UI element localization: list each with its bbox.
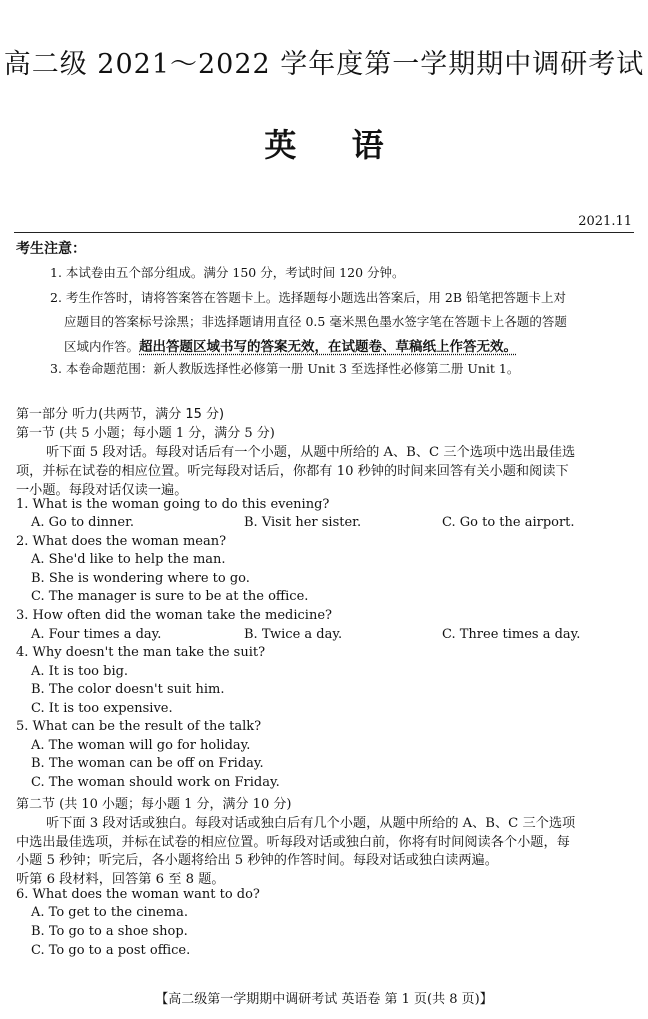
option-b: B. Twice a day. — [244, 627, 343, 642]
option-a: A. It is too big. — [31, 664, 129, 679]
question-stem: 6. What does the woman want to do? — [16, 887, 260, 902]
option-a: A. Four times a day. — [31, 627, 162, 642]
notice-item: 1. 本试卷由五个部分组成。满分 150 分，考试时间 120 分钟。 — [50, 265, 405, 280]
option-c: C. To go to a post office. — [31, 943, 191, 958]
material-label: 听第 6 段材料，回答第 6 至 8 题。 — [16, 872, 225, 887]
section2-instruction: 小题 5 秒钟；听完后，各小题将给出 5 秒钟的作答时间。每段对话或独白读两遍。 — [16, 853, 498, 868]
exam-date: 2021.11 — [578, 214, 632, 229]
exam-title: 高二级 2021～2022 学年度第一学期期中调研考试 — [3, 49, 645, 80]
option-b: B. She is wondering where to go. — [31, 571, 250, 586]
header-divider — [14, 232, 634, 233]
section1-instruction: 项，并标在试卷的相应位置。听完每段对话后，你都有 10 秒钟的时间来回答有关小题和阅读下 — [16, 464, 569, 479]
section2-instruction: 中选出最佳选项，并标在试卷的相应位置。听每段对话或独白前，你将有时间阅读各个小题，每 — [16, 835, 570, 850]
option-a: A. Go to dinner. — [31, 515, 135, 530]
question-stem: 1. What is the woman going to do this evening? — [16, 497, 330, 512]
notice-item: 应题目的答案标号涂黑；非选择题请用直径 0.5 毫米黑色墨水签字笔在答题卡上各题的答题 — [64, 314, 567, 329]
notice-item-line — [64, 335, 517, 355]
notice-item: 3. 本卷命题范围：新人教版选择性必修第一册 Unit 3 至选择性必修第二册 Unit 1。 — [50, 361, 520, 376]
section2-heading: 第二节 (共 10 小题；每小题 1 分，满分 10 分) — [16, 797, 292, 812]
notice-emphasis: 超出答题区域书写的答案无效，在试题卷、草稿纸上作答无效。 — [139, 339, 518, 355]
subject-title: 英 语 — [264, 126, 406, 164]
option-c: C. It is too expensive. — [31, 701, 173, 716]
question-stem: 4. Why doesn't the man take the suit? — [16, 645, 266, 660]
question-stem: 2. What does the woman mean? — [16, 534, 227, 549]
section1-heading: 第一节 (共 5 小题；每小题 1 分，满分 5 分) — [16, 426, 275, 441]
option-b: B. The woman can be off on Friday. — [31, 756, 264, 771]
section1-instruction: 听下面 5 段对话。每段对话后有一个小题，从题中所给的 A、B、C 三个选项中选出最佳选 — [46, 445, 576, 460]
notice-item: 2. 考生作答时，请将答案答在答题卡上。选择题每小题选出答案后，用 2B 铅笔把答题卡上对 — [50, 290, 566, 305]
notice-heading: 考生注意： — [16, 241, 86, 257]
notice-text: 区域内作答。 — [64, 339, 140, 354]
section2-instruction: 听下面 3 段对话或独白。每段对话或独白后有几个小题，从题中所给的 A、B、C 三个选项 — [46, 816, 576, 831]
option-c: C. Go to the airport. — [442, 515, 575, 530]
option-c: C. The woman should work on Friday. — [31, 775, 280, 790]
page-footer: 【高二级第一学期期中调研考试 英语卷 第 1 页(共 8 页)】 — [155, 992, 493, 1007]
option-c: C. The manager is sure to be at the office. — [31, 589, 309, 604]
option-a: A. To get to the cinema. — [31, 905, 188, 920]
option-b: B. To go to a shoe shop. — [31, 924, 188, 939]
option-b: B. Visit her sister. — [244, 515, 362, 530]
section1-instruction: 一小题。每段对话仅读一遍。 — [16, 483, 188, 498]
question-stem: 3. How often did the woman take the medicine? — [16, 608, 332, 623]
option-c: C. Three times a day. — [442, 627, 581, 642]
option-a: A. The woman will go for holiday. — [31, 738, 251, 753]
option-b: B. The color doesn't suit him. — [31, 682, 225, 697]
part1-heading: 第一部分 听力(共两节，满分 15 分) — [16, 407, 225, 422]
question-stem: 5. What can be the result of the talk? — [16, 719, 262, 734]
option-a: A. She'd like to help the man. — [31, 552, 226, 567]
